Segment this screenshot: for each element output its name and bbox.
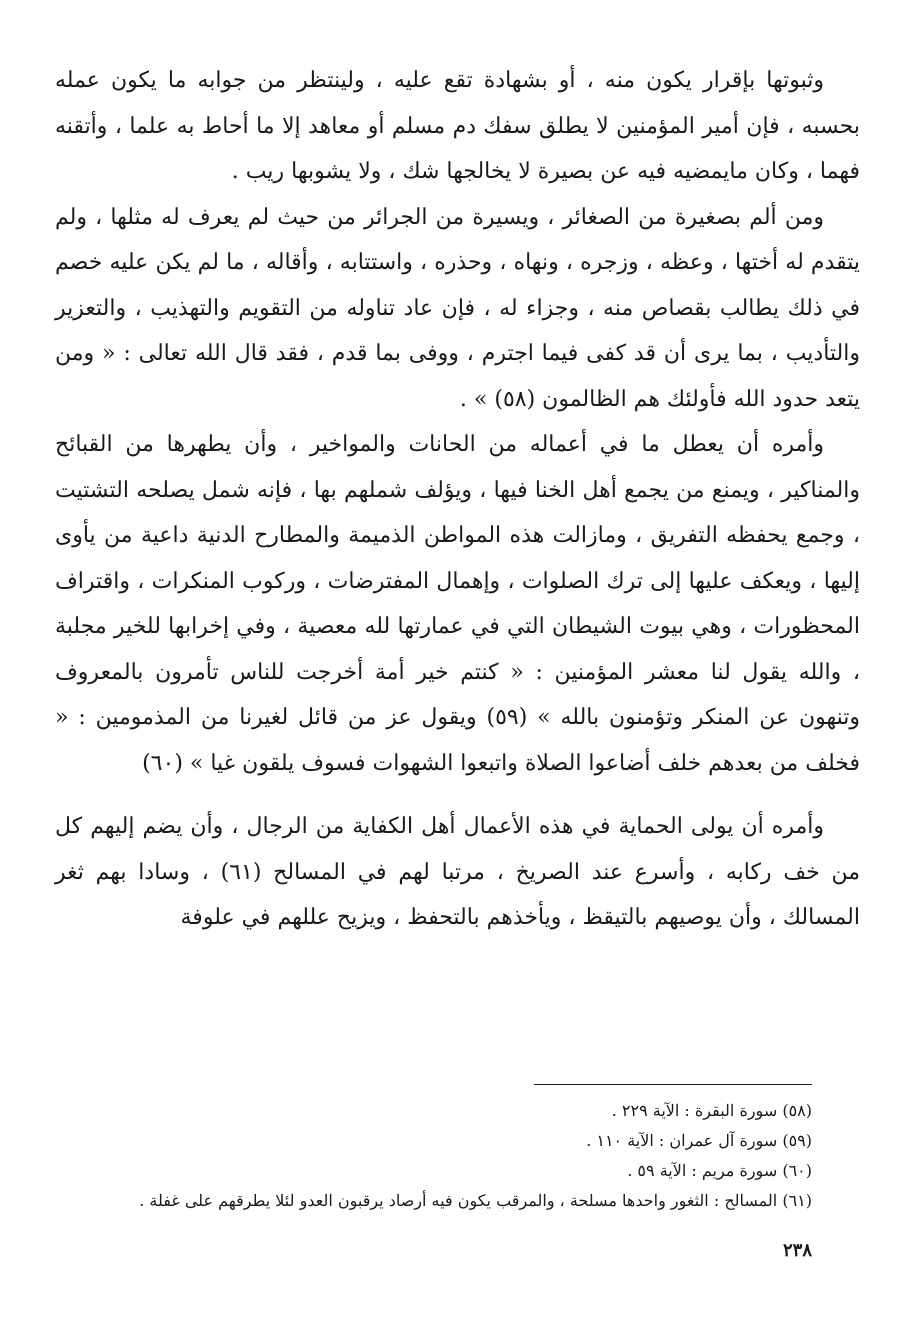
paragraph-1: وثبوتها بإقرار يكون منه ، أو بشهادة تقع عليه ، ولينتظر من جوابه ما يكون عمله بحسبه ، فإن أمير المؤمنين لا يطلق سفك دم مسلم أو معاهد إلا ما أحاط به علما ، وأتقنه فهما ، وكان مايمضيه فيه عن بصيرة لا يخالجها شك ، ولا يشوبها ريب . [55, 68, 860, 184]
paragraph-4: وأمره أن يولى الحماية في هذه الأعمال أهل الكفاية من الرجال ، وأن يضم إليهم كل من خف ركابه ، وأسرع عند الصريخ ، مرتبا لهم في المسالح (٦١) ، وسادا بهم ثغر المسالك ، وأن يوصيهم بالتيقظ ، ويأخذهم بالتحفظ ، ويزيح عللهم في علوفة [55, 814, 860, 930]
page-number: ٢٣٨ [782, 1240, 812, 1261]
footnote-61: (٦١) المسالح : الثغور واحدها مسلحة ، والمرقب يكون فيه أرصاد يرقبون العدو لئلا يطرقهم على غفلة . [139, 1191, 812, 1210]
paragraph-2: ومن ألم بصغيرة من الصغائر ، ويسيرة من الجرائر من حيث لم يعرف له مثلها ، ولم يتقدم له أختها ، وعظه ، وزجره ، ونهاه ، وحذره ، واستتابه ، وأقاله ، ما لم يكن عليه خصم في ذلك يطالب بقصاص منه ، وجزاء له ، فإن عاد تناوله من التقويم والتهذيب ، والتعزير والتأديب ، بما يرى أن قد كفى فيما اجترم ، ووفى بما قدم ، فقد قال الله تعالى : « ومن يتعد حدود الله فأولئك هم الظالمون (٥٨) » . [55, 204, 860, 412]
footnote-divider [534, 1084, 812, 1085]
footnotes [82, 1096, 812, 1216]
footnote-60: (٦٠) سورة مريم : الآية ٥٩ . [627, 1161, 812, 1180]
footnote-59: (٥٩) سورة آل عمران : الآية ١١٠ . [586, 1131, 812, 1150]
main-text [55, 58, 860, 941]
footnote-58: (٥٨) سورة البقرة : الآية ٢٢٩ . [611, 1101, 812, 1120]
paragraph-3: وأمره أن يعطل ما في أعماله من الحانات والمواخير ، وأن يطهرها من القبائح والمناكير ، ويمنع من يجمع أهل الخنا فيها ، ويؤلف شملهم بها ، فإنه شمل يصلحه التشتيت ، وجمع يحفظه التفريق ، ومازالت هذه المواطن الذميمة والمطارح الدنية داعية من يأوى إليها ، ويعكف عليها إلى ترك الصلوات ، وإهمال المفترضات ، وركوب المنكرات ، واقتراف المحظورات ، وهي بيوت الشيطان التي في عمارتها لله معصية ، وفي إخرابها للخير مجلبة ، والله يقول لنا معشر المؤمنين : « كنتم خير أمة أخرجت للناس تأمرون بالمعروف وتنهون عن المنكر وتؤمنون بالله » (٥٩) ويقول عز من قائل لغيرنا من المذمومين : « فخلف من بعدهم خلف أضاعوا الصلاة واتبعوا الشهوات فسوف يلقون غيا » (٦٠) [55, 432, 860, 776]
